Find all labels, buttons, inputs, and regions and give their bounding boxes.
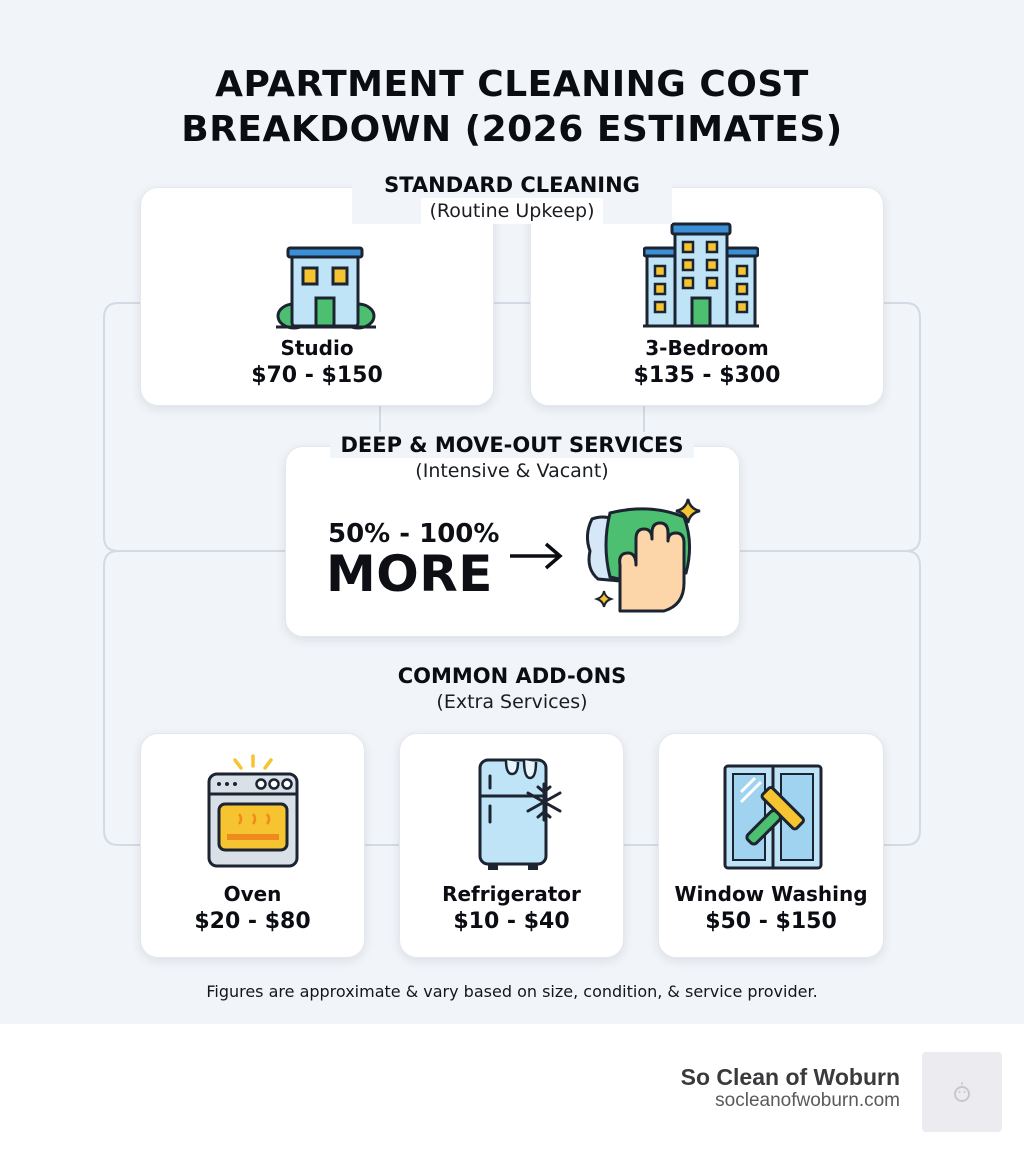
- deep-services-title: DEEP & MOVE-OUT SERVICES: [330, 432, 693, 458]
- deep-more-text: MORE: [326, 545, 493, 603]
- title-line-1: APARTMENT CLEANING COST: [215, 64, 809, 105]
- add-ons-subtitle: (Extra Services): [436, 691, 588, 713]
- mascot-icon: [922, 1052, 1002, 1132]
- window-squeegee-icon: [721, 762, 829, 872]
- deep-services-subtitle: (Intensive & Vacant): [415, 460, 609, 482]
- refrigerator-card: [399, 733, 624, 958]
- title-line-2: BREAKDOWN (2026 ESTIMATES): [181, 109, 843, 150]
- small-building-icon: [276, 246, 376, 330]
- brand-url[interactable]: socleanofwoburn.com: [715, 1090, 900, 1111]
- apartment-building-icon: [643, 222, 759, 328]
- studio-label: Studio: [280, 336, 354, 360]
- refrigerator-label: Refrigerator: [442, 882, 581, 906]
- arrow-right-icon: [508, 541, 564, 571]
- three-bedroom-price: $135 - $300: [633, 363, 781, 388]
- oven-card: [140, 733, 365, 958]
- add-ons-title: COMMON ADD-ONS: [397, 664, 627, 688]
- standard-cleaning-heading: [352, 172, 672, 224]
- oven-icon: [203, 752, 303, 870]
- standard-cleaning-title: STANDARD CLEANING: [384, 173, 640, 197]
- three-bedroom-label: 3-Bedroom: [645, 336, 769, 360]
- studio-price: $70 - $150: [251, 363, 383, 388]
- oven-label: Oven: [223, 882, 282, 906]
- cleaning-hand-cloth-icon: [580, 495, 712, 619]
- window-washing-price: $50 - $150: [705, 909, 837, 934]
- deep-services-heading: [312, 432, 712, 484]
- page-title: [0, 62, 1024, 152]
- deep-percent-text: 50% - 100%: [328, 519, 500, 549]
- standard-cleaning-subtitle: (Routine Upkeep): [421, 198, 602, 224]
- window-washing-card: [658, 733, 884, 958]
- oven-price: $20 - $80: [194, 909, 311, 934]
- window-washing-label: Window Washing: [674, 882, 868, 906]
- footnote: Figures are approximate & vary based on size, condition, & service provider.: [206, 982, 818, 1001]
- refrigerator-icon: [476, 756, 568, 872]
- brand-name: So Clean of Woburn: [680, 1064, 900, 1090]
- add-ons-heading: [362, 663, 662, 715]
- brand-logo: [922, 1052, 1002, 1132]
- refrigerator-price: $10 - $40: [453, 909, 570, 934]
